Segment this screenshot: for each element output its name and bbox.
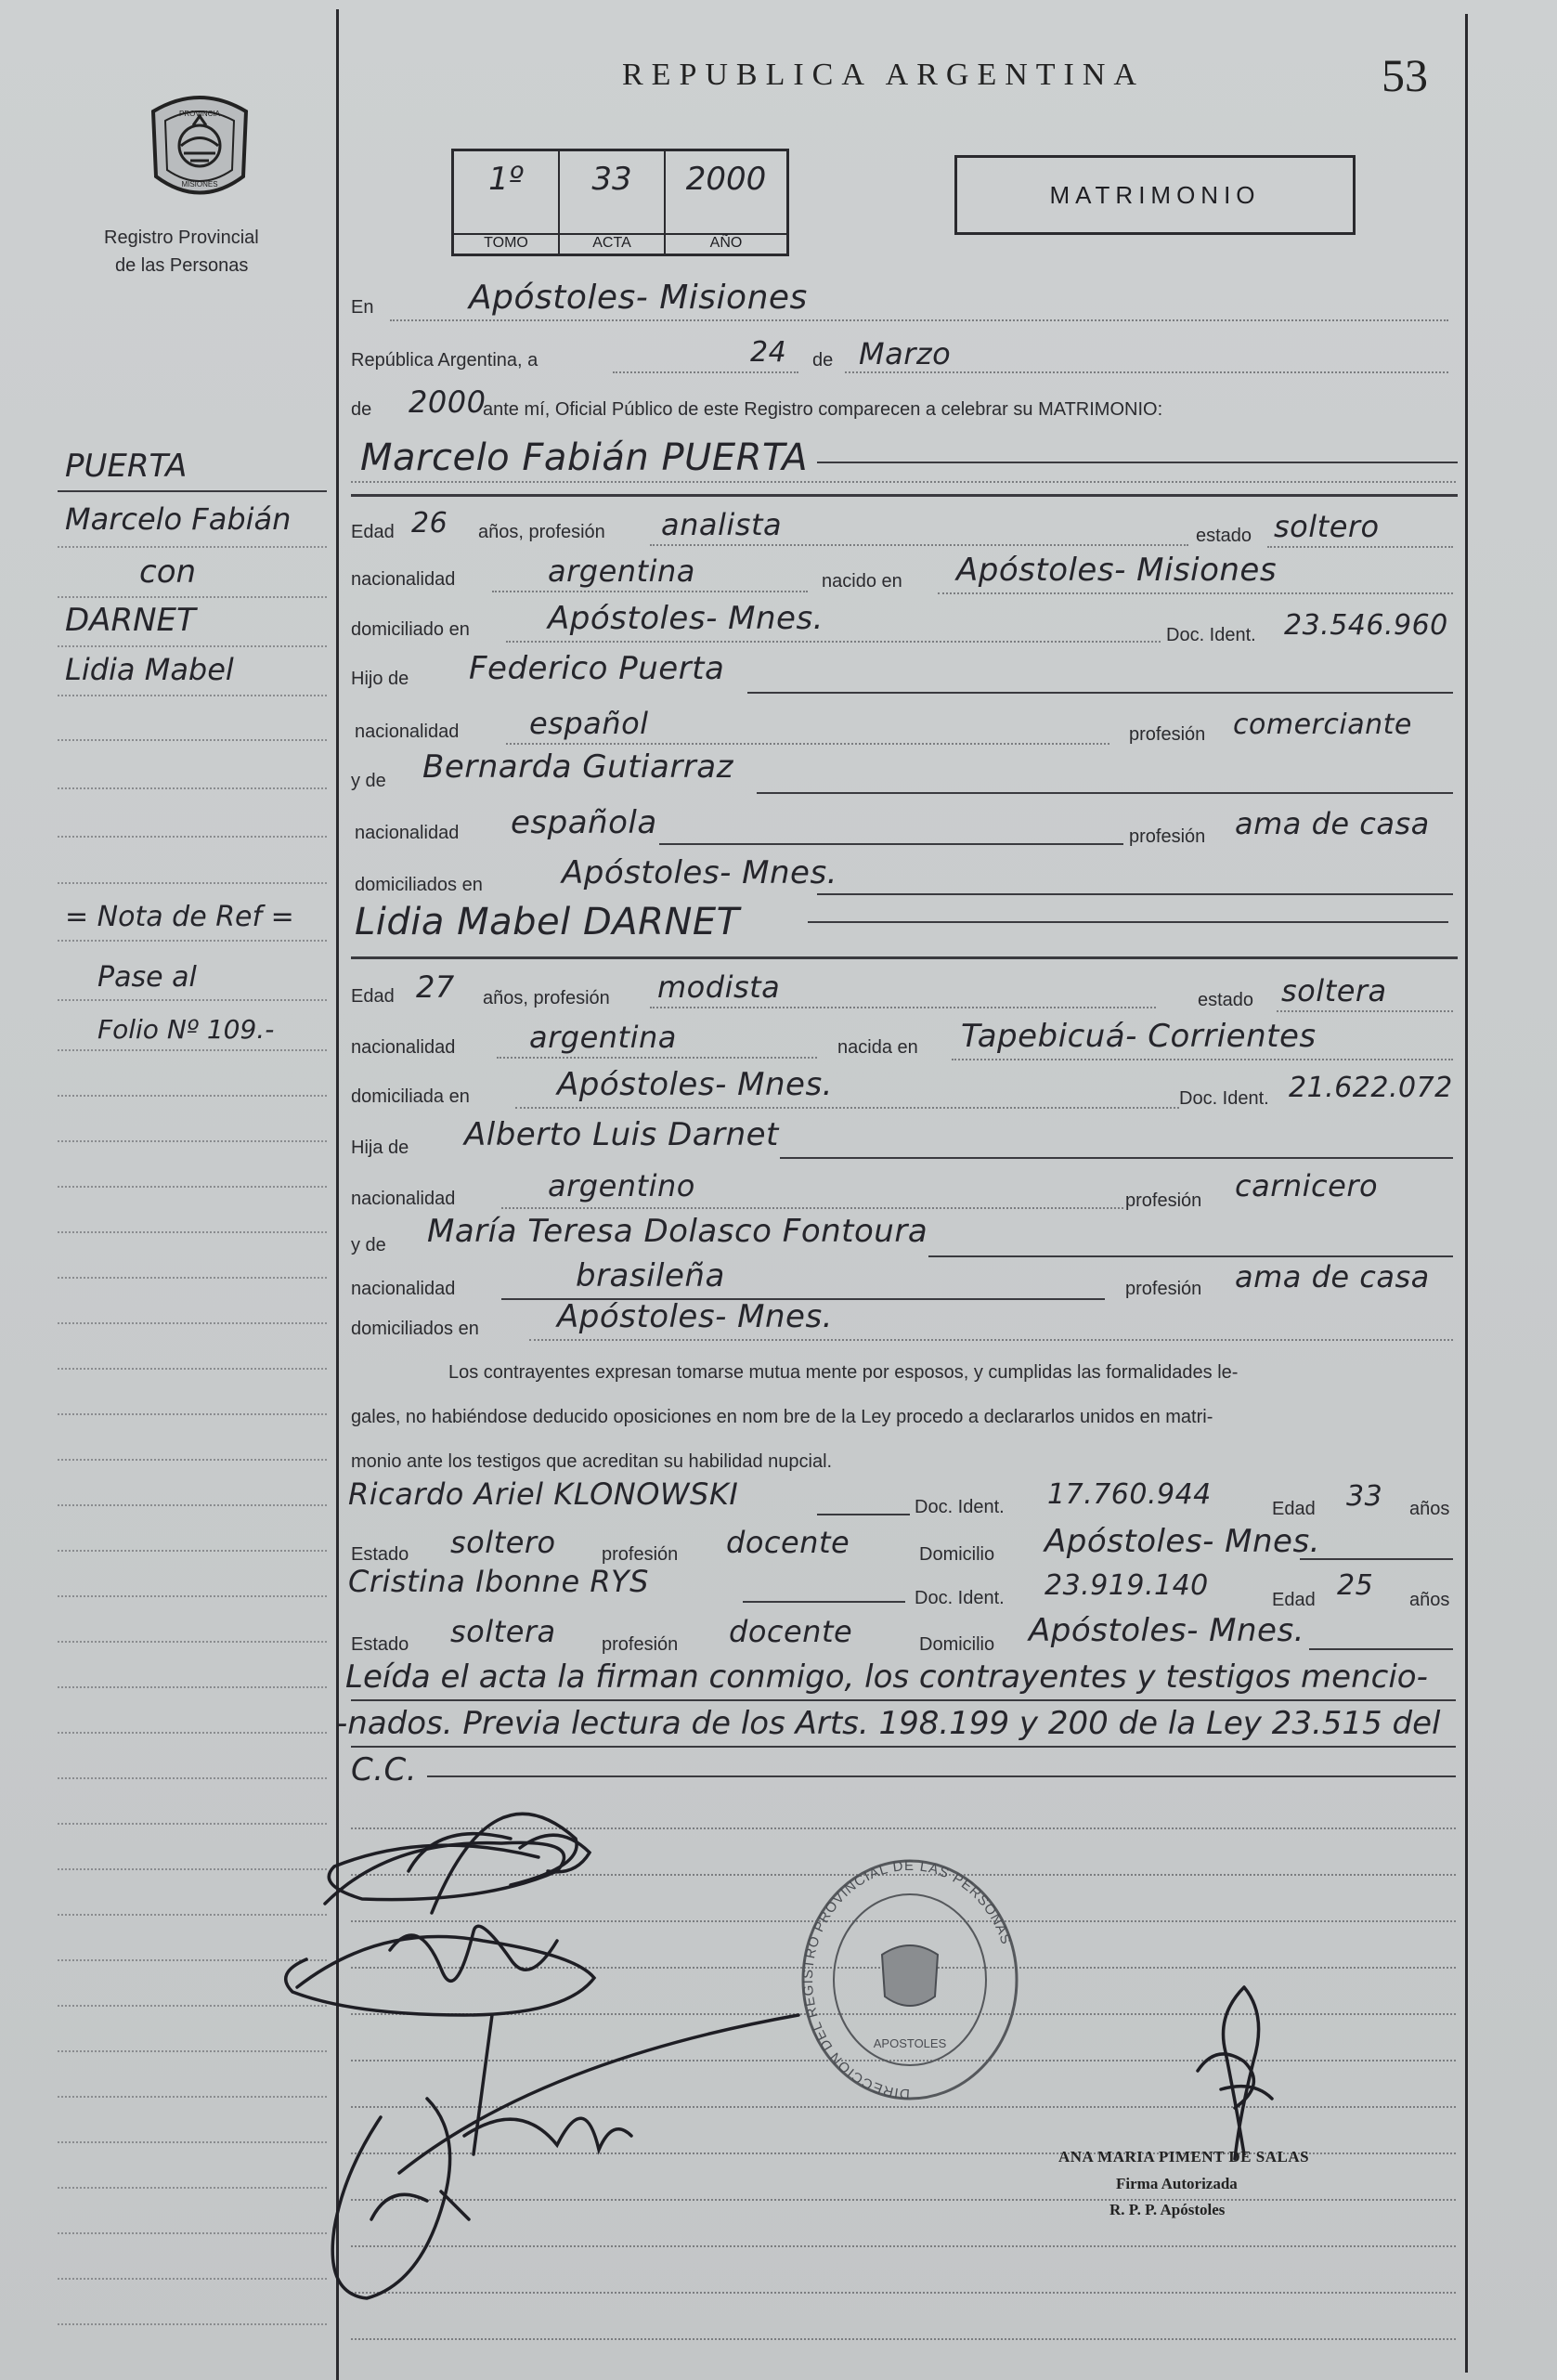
tomo-cell: [454, 151, 560, 254]
c2-dom-line: [515, 1107, 1179, 1109]
margin-line: [58, 695, 327, 696]
declaracion-line-2: gales, no habiéndose deducido oposiciones en nom bre de la Ley procedo a declararlos unidos en matri-: [351, 1407, 1213, 1427]
c2-nacionalidad: argentina: [529, 1020, 677, 1055]
declaracion-text: [351, 1350, 1465, 1484]
registro-provincial-line2: de las Personas: [115, 255, 249, 276]
c2-padre-nac: argentino: [548, 1168, 695, 1203]
margin-line: [58, 1322, 327, 1324]
margin-line: [58, 546, 327, 548]
c1-padre-line: [747, 692, 1453, 694]
c1-nacido-line: [938, 592, 1453, 594]
c1-padre-nac-label: nacionalidad: [355, 722, 460, 742]
margin-line: [58, 1550, 327, 1552]
c1-padres-dom-label: domiciliados en: [355, 875, 483, 895]
c1-nac-line: [492, 591, 808, 592]
cierre-rule-1: [351, 1699, 1456, 1701]
c2-anos-prof-label: años, profesión: [483, 988, 610, 1008]
margin-line: [58, 836, 327, 838]
contrayente1-nombre: Marcelo Fabián PUERTA: [360, 436, 809, 479]
c1-dom-line: [506, 641, 1161, 643]
tomo-value: 1º: [488, 161, 524, 198]
cierre-rule-3: [427, 1775, 1456, 1777]
anio-intro-value: 2000: [409, 384, 487, 420]
margin-line: [58, 1231, 327, 1233]
margin-line: [58, 1504, 327, 1506]
t2-estado-label: Estado: [351, 1634, 409, 1655]
c1-estado: soltero: [1274, 509, 1380, 544]
margin-nota-3: Folio Nº 109.-: [97, 1014, 275, 1045]
t1-prof-label: profesión: [602, 1544, 679, 1565]
c1-doc: 23.546.960: [1284, 609, 1448, 642]
margin-line: [58, 1049, 327, 1051]
firma-autorizada-nombre: ANA MARIA PIMENT DE SALAS: [1058, 2148, 1310, 2165]
mes-line: [845, 371, 1448, 373]
contrayente2-separator: [351, 956, 1458, 959]
declaracion-line-1: Los contrayentes expresan tomarse mutua mente por esposos, y cumplidas las formalidades le-: [448, 1362, 1239, 1383]
margin-rule-1: [58, 490, 327, 492]
margin-line: [58, 1595, 327, 1597]
c1-domicilio: Apóstoles- Mnes.: [548, 600, 824, 637]
c2-padres-dom-label: domiciliados en: [351, 1319, 479, 1339]
c2-madre-prof: ama de casa: [1235, 1259, 1430, 1294]
signatures-icon: [279, 1783, 836, 2340]
c1-profesion-line: [650, 544, 1188, 546]
logo-bottom-text: MISIONES: [181, 180, 218, 189]
c2-madre-prof-label: profesión: [1125, 1279, 1202, 1299]
margin-nota-1: = Nota de Ref =: [65, 901, 294, 933]
c2-padres-dom-line: [529, 1339, 1453, 1341]
anio-label: AÑO: [666, 233, 786, 252]
c1-padre-prof: comerciante: [1233, 709, 1412, 741]
t2-edad-label: Edad: [1272, 1590, 1316, 1610]
c1-edad: 26: [411, 507, 448, 540]
c1-doc-label: Doc. Ident.: [1166, 625, 1256, 645]
c2-domicilio: Apóstoles- Mnes.: [557, 1066, 833, 1103]
c2-dom-label: domiciliada en: [351, 1086, 470, 1107]
tomo-label: TOMO: [454, 233, 558, 252]
dia-value: 24: [750, 336, 787, 369]
firma-autorizada-registro: R. P. P. Apóstoles: [1109, 2201, 1226, 2218]
t2-doc-label: Doc. Ident.: [915, 1588, 1005, 1608]
c1-madre: Bernarda Gutiarraz: [422, 748, 733, 786]
registro-provincial-line1: Registro Provincial: [104, 228, 259, 248]
firma-autorizada-label: Firma Autorizada: [1116, 2175, 1238, 2192]
c1-nacionalidad: argentina: [548, 553, 695, 589]
c1-yde-label: y de: [351, 771, 386, 791]
registro-logo-icon: [139, 88, 260, 209]
anio-cell: [666, 151, 786, 254]
c1-nac-label: nacionalidad: [351, 569, 456, 590]
margin-nombre-1: Marcelo Fabián: [65, 501, 292, 537]
c1-padre-prof-label: profesión: [1129, 724, 1206, 745]
c2-edad: 27: [416, 969, 455, 1005]
contrayente2-nombre-line: [808, 921, 1448, 923]
testigo1-nombre-line: [817, 1514, 910, 1515]
margin-line: [58, 1641, 327, 1643]
c1-madre-nac-line: [659, 843, 1123, 845]
c2-profesion-line: [650, 1007, 1156, 1008]
c2-madre: María Teresa Dolasco Fontoura: [427, 1213, 928, 1250]
c2-yde-label: y de: [351, 1235, 386, 1255]
t1-dom-label: Domicilio: [919, 1544, 995, 1565]
margin-line: [58, 739, 327, 741]
cierre-line-3: C.C.: [351, 1751, 418, 1788]
margin-line: [58, 1186, 327, 1188]
t1-estado: soltero: [450, 1525, 556, 1560]
t2-profesion: docente: [729, 1614, 853, 1649]
c2-edad-label: Edad: [351, 986, 395, 1007]
margin-line: [58, 882, 327, 884]
right-page-rule: [1465, 14, 1468, 2373]
c2-madre-line: [928, 1255, 1453, 1257]
margin-nombre-2: Lidia Mabel: [65, 652, 234, 687]
c2-nacida-label: nacida en: [837, 1037, 918, 1058]
margin-line: [58, 645, 327, 647]
c1-nacido: Apóstoles- Misiones: [956, 552, 1278, 589]
t1-dom-line: [1300, 1558, 1453, 1560]
acta-label: ACTA: [560, 233, 664, 252]
c2-padre-nac-label: nacionalidad: [351, 1189, 456, 1209]
c1-edad-label: Edad: [351, 522, 395, 542]
testigo1-nombre: Ricardo Ariel KLONOWSKI: [348, 1476, 739, 1512]
matrimonio-box: [954, 155, 1356, 235]
c1-madre-line: [757, 792, 1453, 794]
cierre-line-2: -nados. Previa lectura de los Arts. 198.199 y 200 de la Ley 23.515 del: [336, 1705, 1441, 1742]
acta-cell: [560, 151, 666, 254]
matrimonio-title: MATRIMONIO: [1049, 180, 1261, 209]
c1-dom-label: domiciliado en: [351, 619, 470, 640]
margin-apellido-2: DARNET: [65, 602, 196, 639]
c2-madre-nac: brasileña: [576, 1257, 725, 1294]
seal-bottom-text: APOSTOLES: [873, 2036, 947, 2050]
c2-estado-label: estado: [1198, 990, 1254, 1010]
declaracion-line-3: monio ante los testigos que acreditan su habilidad nupcial.: [351, 1451, 833, 1472]
c2-nacida: Tapebicuá- Corrientes: [961, 1018, 1317, 1055]
c2-padre-prof: carnicero: [1235, 1168, 1379, 1203]
t1-profesion: docente: [726, 1525, 850, 1560]
margin-line: [58, 787, 327, 789]
t2-edad: 25: [1337, 1569, 1374, 1602]
t2-prof-label: profesión: [602, 1634, 679, 1655]
seal-ring-text: DIRECCION DEL REGISTRO PROVINCIAL DE LAS PERSONAS: [799, 1857, 1015, 2102]
c2-padre-nac-line: [501, 1207, 1123, 1209]
anio-value: 2000: [685, 161, 767, 198]
margin-line: [58, 1277, 327, 1279]
margin-line: [58, 999, 327, 1001]
c2-nacida-line: [952, 1059, 1453, 1060]
testigo2-nombre: Cristina Ibonne RYS: [348, 1564, 649, 1599]
c1-padre-nac: español: [529, 706, 649, 741]
c1-anos-prof-label: años, profesión: [478, 522, 605, 542]
margin-apellido-1: PUERTA: [65, 448, 188, 485]
lugar-line: [390, 319, 1448, 321]
margin-line: [58, 1459, 327, 1461]
c1-estado-label: estado: [1196, 526, 1252, 546]
c2-padres-dom: Apóstoles- Mnes.: [557, 1298, 833, 1335]
margin-line: [58, 1140, 327, 1142]
c1-madre-prof: ama de casa: [1235, 806, 1430, 841]
de-label: de: [812, 350, 834, 371]
t2-dom-label: Domicilio: [919, 1634, 995, 1655]
mes-value: Marzo: [859, 336, 952, 371]
c1-madre-nac-label: nacionalidad: [355, 823, 460, 843]
republica-argentina-title: REPUBLICA ARGENTINA: [622, 58, 1145, 92]
contrayente1-nombre-line: [817, 462, 1458, 463]
t2-anos-label: años: [1409, 1590, 1450, 1610]
c1-madre-nac: española: [511, 804, 657, 841]
t2-dom-line: [1309, 1648, 1453, 1650]
margin-nota-2: Pase al: [97, 961, 197, 994]
registro-seal-icon: [794, 1848, 1026, 2117]
c2-padre-line: [780, 1157, 1453, 1159]
dia-line: [613, 371, 798, 373]
c1-padres-dom: Apóstoles- Mnes.: [562, 854, 837, 891]
de2-label: de: [351, 399, 372, 420]
c2-profesion: modista: [657, 969, 781, 1005]
margin-line: [58, 1095, 327, 1097]
t2-doc: 23.919.140: [1044, 1569, 1209, 1602]
margin-line: [58, 596, 327, 598]
cierre-rule-2: [351, 1746, 1456, 1748]
c2-estado-line: [1277, 1010, 1453, 1012]
c2-nac-label: nacionalidad: [351, 1037, 456, 1058]
c2-nac-line: [497, 1057, 817, 1059]
margin-line: [58, 1686, 327, 1688]
t1-domicilio: Apóstoles- Mnes.: [1044, 1523, 1320, 1560]
margin-line: [58, 1368, 327, 1370]
testigo2-nombre-line: [743, 1601, 905, 1603]
margin-line: [58, 940, 327, 942]
c2-padre: Alberto Luis Darnet: [464, 1116, 779, 1153]
t1-anos-label: años: [1409, 1499, 1450, 1519]
signature-official-icon: [1179, 1978, 1291, 2173]
folio-number: 53: [1382, 49, 1428, 101]
c1-padres-dom-line: [817, 893, 1453, 895]
t1-doc: 17.760.944: [1047, 1478, 1212, 1511]
c1-nacido-label: nacido en: [822, 571, 902, 592]
contrayente2-nombre: Lidia Mabel DARNET: [355, 901, 740, 943]
c1-hijo-label: Hijo de: [351, 669, 409, 689]
t1-edad-label: Edad: [1272, 1499, 1316, 1519]
c2-hija-label: Hija de: [351, 1138, 409, 1158]
ante-text: ante mí, Oficial Público de este Registro comparecen a celebrar su MATRIMONIO:: [483, 399, 1163, 420]
acta-value: 33: [591, 161, 632, 198]
contrayente1-separator: [351, 494, 1458, 497]
lugar-value: Apóstoles- Misiones: [469, 279, 808, 317]
republica-label: República Argentina, a: [351, 350, 538, 371]
c1-padre-nac-line: [506, 743, 1109, 745]
margin-line: [58, 1732, 327, 1734]
contrayente1-nombre-dots: [351, 481, 1456, 483]
cierre-line-1: Leída el acta la firman conmigo, los contrayentes y testigos mencio-: [345, 1658, 1428, 1696]
margin-line: [58, 1777, 327, 1779]
c2-madre-nac-label: nacionalidad: [351, 1279, 456, 1299]
t1-edad: 33: [1346, 1480, 1383, 1513]
c2-doc-label: Doc. Ident.: [1179, 1088, 1269, 1109]
logo-top-text: PROVINCIA: [178, 110, 221, 118]
t1-estado-label: Estado: [351, 1544, 409, 1565]
c2-doc: 21.622.072: [1289, 1072, 1453, 1104]
c1-padre: Federico Puerta: [469, 650, 725, 687]
c1-profesion: analista: [661, 507, 783, 542]
tomo-acta-anio-box: [451, 149, 789, 256]
c2-estado: soltera: [1281, 973, 1387, 1008]
en-label: En: [351, 297, 374, 318]
t2-estado: soltera: [450, 1614, 556, 1649]
t2-domicilio: Apóstoles- Mnes.: [1029, 1612, 1304, 1649]
t1-doc-label: Doc. Ident.: [915, 1497, 1005, 1517]
c1-madre-prof-label: profesión: [1129, 826, 1206, 847]
margin-con: con: [139, 553, 197, 591]
c2-padre-prof-label: profesión: [1125, 1190, 1202, 1211]
c1-estado-line: [1267, 546, 1453, 548]
margin-line: [58, 1413, 327, 1415]
